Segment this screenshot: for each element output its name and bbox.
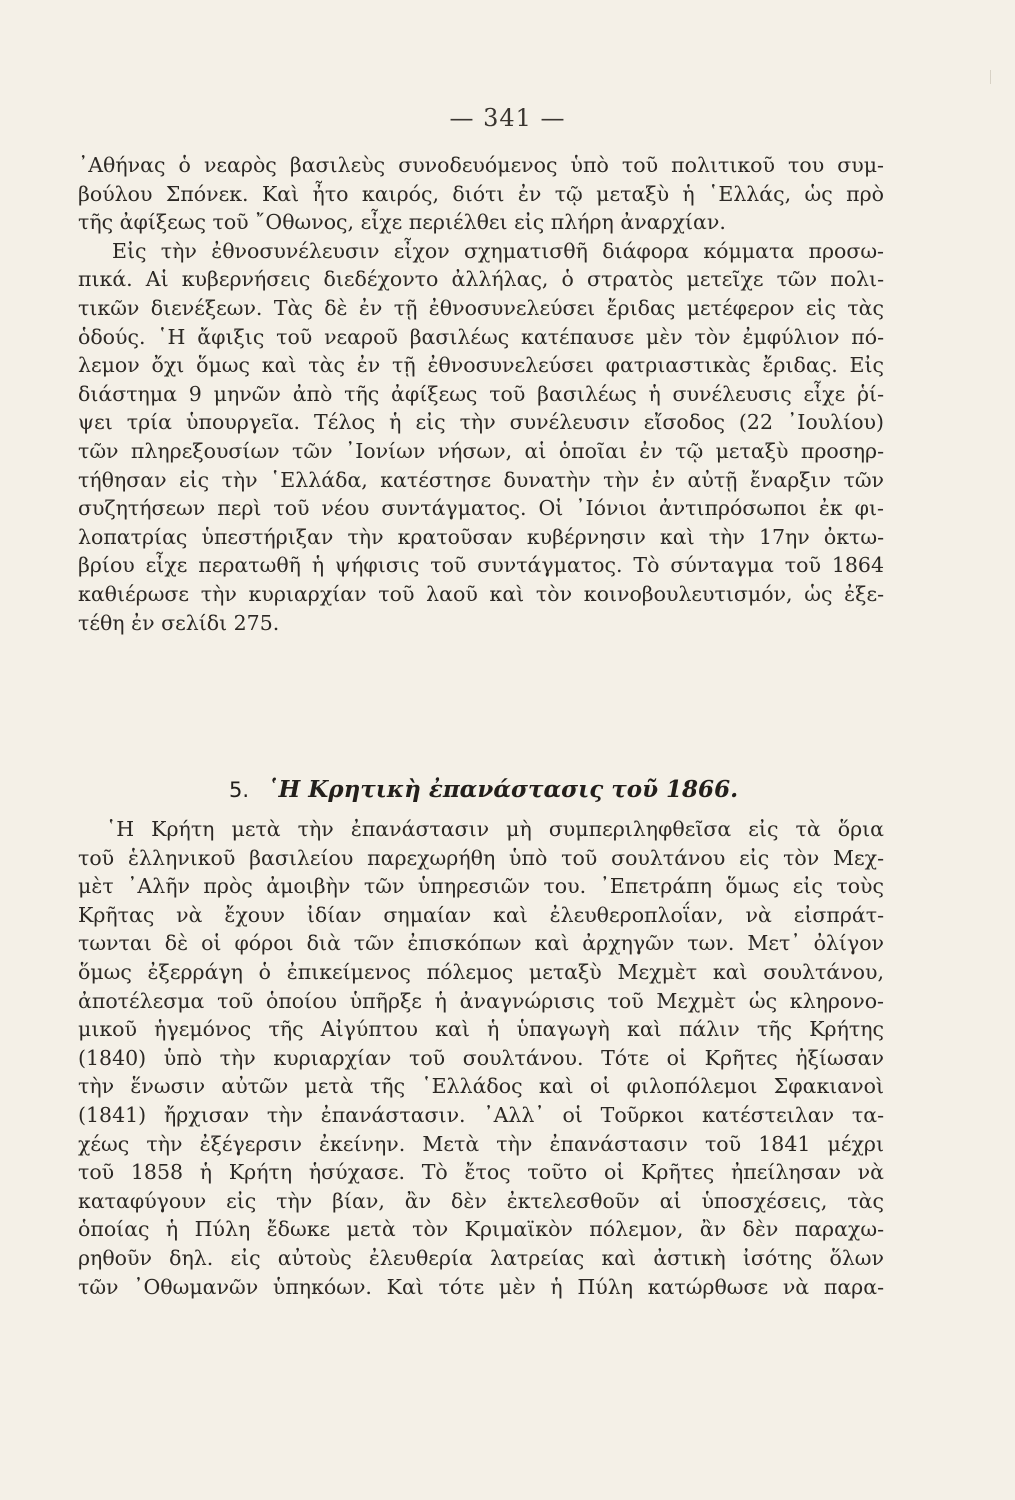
text-line: τήθησαν εἰς τὴν ῾Ελλάδα, κατέστησε δυνατὴν τὴν ἐν αὐτῇ ἔναρξιν τῶν bbox=[78, 467, 884, 492]
paragraph-crete bbox=[78, 815, 884, 1301]
text-line: λεμον ὄχι ὅμως καὶ τὰς ἐν τῇ ἐθνοσυνελεύσει φατριαστικὰς ἔριδας. Εἰς bbox=[78, 353, 884, 378]
text-line: χέως τὴν ἐξέγερσιν ἐκείνην. Μετὰ τὴν ἐπανάστασιν τοῦ 1841 μέχρι bbox=[78, 1131, 884, 1156]
text-line: τοῦ 1858 ἡ Κρήτη ἡσύχασε. Τὸ ἔτος τοῦτο οἱ Κρῆτες ἠπείλησαν νὰ bbox=[78, 1160, 884, 1185]
section-number: 5. bbox=[229, 778, 250, 802]
section-heading bbox=[229, 776, 738, 803]
text-line: βρίου εἶχε περατωθῆ ἡ ψήφισις τοῦ συντάγματος. Τὸ σύνταγμα τοῦ 1864 bbox=[78, 553, 884, 578]
text-line: τωνται δὲ οἱ φόροι διὰ τῶν ἐπισκόπων καὶ ἀρχηγῶν των. Μετ᾿ ὀλίγον bbox=[78, 931, 884, 956]
text-line: τοῦ ἑλληνικοῦ βασιλείου παρεχωρήθη ὑπὸ τοῦ σουλτάνου εἰς τὸν Μεχ- bbox=[78, 845, 884, 870]
text-line: τῶν πληρεξουσίων τῶν ᾿Ιονίων νήσων, αἱ ὁποῖαι ἐν τῷ μεταξὺ προσηρ- bbox=[78, 438, 884, 463]
text-line: ψει τρία ὑπουργεῖα. Τέλος ἡ εἰς τὴν συνέλευσιν εἴσοδος (22 ᾿Ιουλίου) bbox=[78, 410, 884, 435]
paragraph-continued bbox=[78, 151, 884, 637]
text-line: ἀποτέλεσμα τοῦ ὁποίου ὑπῆρξε ἡ ἀναγνώρισις τοῦ Μεχμὲτ ὡς κληρονο- bbox=[78, 988, 884, 1013]
text-line: τικῶν διενέξεων. Τὰς δὲ ἐν τῇ ἐθνοσυνελεύσει ἔριδας μετέφερον εἰς τὰς bbox=[78, 295, 884, 320]
text-line: διάστημα 9 μηνῶν ἀπὸ τῆς ἀφίξεως τοῦ βασιλέως ἡ συνέλευσις εἶχε ῥί- bbox=[78, 381, 884, 406]
text-line: τῶν ᾿Οθωμανῶν ὑπηκόων. Καὶ τότε μὲν ἡ Πύλη κατώρθωσε νὰ παρα- bbox=[78, 1274, 884, 1299]
text-line: ᾿Αθήνας ὁ νεαρὸς βασιλεὺς συνοδευόμενος ὑπὸ τοῦ πολιτικοῦ του συμ- bbox=[78, 153, 884, 177]
text-line: Εἰς τὴν ἐθνοσυνέλευσιν εἶχον σχηματισθῆ διάφορα κόμματα προσω- bbox=[112, 238, 884, 263]
text-line: Κρῆτας νὰ ἔχουν ἰδίαν σημαίαν καὶ ἐλευθεροπλοΐαν, νὰ εἰσπράτ- bbox=[78, 902, 884, 927]
page-edge-mark bbox=[990, 70, 991, 84]
text-line: ρηθοῦν δηλ. εἰς αὐτοὺς ἐλευθερία λατρείας καὶ ἀστικὴ ἰσότης ὅλων bbox=[78, 1245, 884, 1270]
text-line: λοπατρίας ὑπεστήριξαν τὴν κρατοῦσαν κυβέρνησιν καὶ τὴν 17ην ὀκτω- bbox=[78, 524, 884, 549]
text-line: μὲτ ᾿Αλῆν πρὸς ἀμοιβὴν τῶν ὑπηρεσιῶν του. ᾿Επετράπη ὅμως εἰς τοὺς bbox=[78, 874, 884, 899]
text-line: τῆς ἀφίξεως τοῦ ῎Οθωνος, εἶχε περιέλθει εἰς πλήρη ἀναρχίαν. bbox=[78, 210, 726, 235]
text-line: ῾Η Κρήτη μετὰ τὴν ἐπανάστασιν μὴ συμπεριληφθεῖσα εἰς τὰ ὅρια bbox=[106, 817, 884, 841]
text-line: (1841) ἤρχισαν τὴν ἐπανάστασιν. ᾿Αλλ᾿ οἱ Τοῦρκοι κατέστειλαν τα- bbox=[78, 1102, 884, 1127]
text-line: ὁδούς. ῾Η ἄφιξις τοῦ νεαροῦ βασιλέως κατέπαυσε μὲν τὸν ἐμφύλιον πό- bbox=[78, 324, 884, 349]
text-line: μικοῦ ἡγεμόνος τῆς Αἰγύπτου καὶ ἡ ὑπαγωγὴ καὶ πάλιν τῆς Κρήτης bbox=[78, 1017, 884, 1042]
text-line: ὁποίας ἡ Πύλη ἔδωκε μετὰ τὸν Κριμαϊκὸν πόλεμον, ἂν δὲν παραχω- bbox=[78, 1217, 884, 1242]
text-line: συζητήσεων περὶ τοῦ νέου συντάγματος. Οἱ ᾿Ιόνιοι ἀντιπρόσωποι ἐκ φι- bbox=[78, 496, 884, 521]
text-line: καθιέρωσε τὴν κυριαρχίαν τοῦ λαοῦ καὶ τὸν κοινοβουλευτισμόν, ὡς ἐξε- bbox=[78, 581, 884, 606]
text-line: τέθη ἐν σελίδι 275. bbox=[78, 610, 280, 635]
text-line: πικά. Αἱ κυβερνήσεις διεδέχοντο ἀλλήλας, ὁ στρατὸς μετεῖχε τῶν πολι- bbox=[78, 267, 884, 292]
text-line: καταφύγουν εἰς τὴν βίαν, ἂν δὲν ἐκτελεσθοῦν αἱ ὑποσχέσεις, τὰς bbox=[78, 1188, 884, 1213]
text-line: βούλου Σπόνεκ. Καὶ ἦτο καιρός, διότι ἐν τῷ μεταξὺ ἡ ῾Ελλάς, ὡς πρὸ bbox=[78, 181, 884, 206]
page-number: — 341 — bbox=[449, 104, 566, 132]
text-line: ὅμως ἐξερράγη ὁ ἐπικείμενος πόλεμος μεταξὺ Μεχμὲτ καὶ σουλτάνου, bbox=[78, 959, 884, 984]
section-title: ῾Η Κρητικὴ ἐπανάστασις τοῦ 1866. bbox=[267, 776, 739, 803]
text-line: (1840) ὑπὸ τὴν κυριαρχίαν τοῦ σουλτάνου. Τότε οἱ Κρῆτες ἠξίωσαν bbox=[78, 1045, 884, 1070]
text-line: τὴν ἕνωσιν αὐτῶν μετὰ τῆς ῾Ελλάδος καὶ οἱ φιλοπόλεμοι Σφακιανοὶ bbox=[78, 1074, 884, 1099]
